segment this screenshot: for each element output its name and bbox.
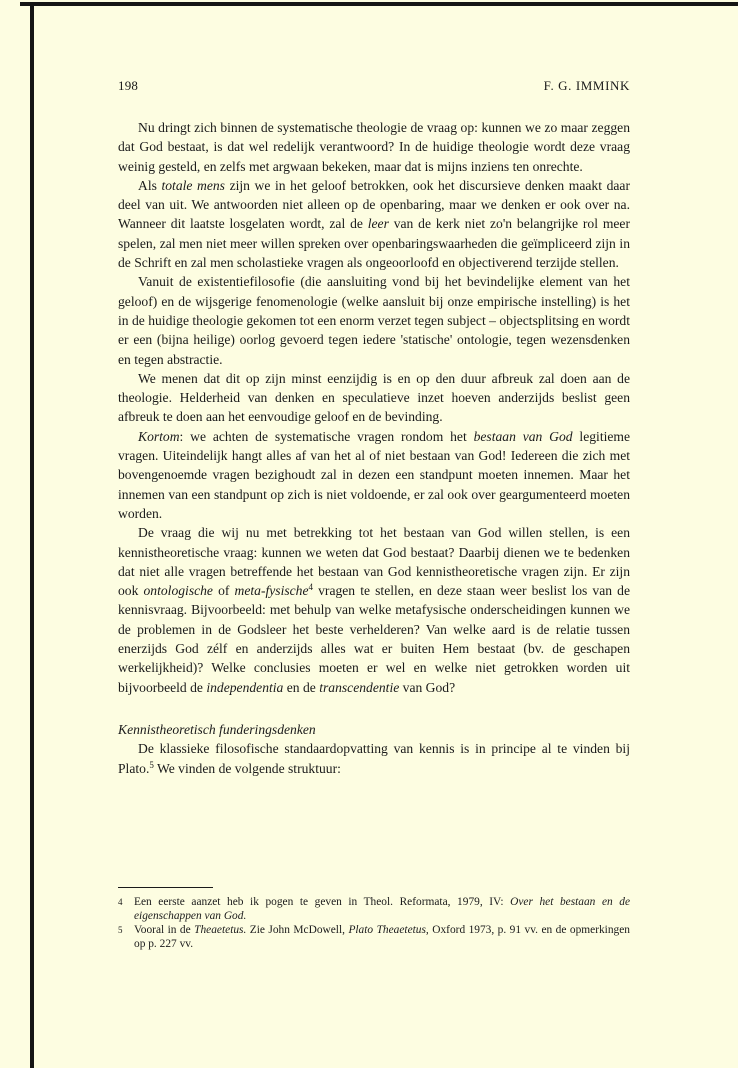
footnote-5 (118, 923, 630, 951)
emphasis-totale-mens: totale mens (161, 177, 225, 193)
paragraph-3: Vanuit de existentiefilosofie (die aansluiting vond bij het bevindelijke element van het geloof) en de wijsgerige fenomenologie (welke aansluit bij onze empirische instelling) is het in de huidige theologie gekomen tot een enorm verzet tegen subject – objectsplitsing en wordt er een (bijna heilige) oorlog gevoerd tegen iedere 'statische' ontologie, tegen wezensdenken en tegen abstractie. (118, 274, 630, 367)
paragraph-5: Kortom: we achten de systematische vragen rondom het bestaan van God legitieme vragen. Uiteindelijk hangt alles af van het al of niet bestaan van God! Iedereen die zich met bovengenoemde vragen bezighoudt zal in dezen een standpunt moeten innemen. Maar het innemen van een standpunt op zich is niet voldoende, er zal ook over geargumenteerd moeten worden. (118, 428, 631, 521)
paragraph-1: Nu dringt zich binnen de systematische theologie de vraag op: kunnen we zo maar zeggen dat God bestaat, is dat wel redelijk verantwoord? In de huidige theologie wordt deze vraag weinig gesteld, en zelfs met argwaan bekeken, maar dat is mijns inziens ten onrechte. (118, 120, 630, 174)
paragraph-6: De vraag die wij nu met betrekking tot het bestaan van God willen stellen, is een kennistheoretische vraag: kunnen we weten dat God bestaat? Daarbij dienen we te bedenken dat niet alle vragen betreffende het bestaan van God kennistheoretische vragen zijn. Er zijn ook ontologische of meta-fysische$^4$ vragen te stellen, en deze staan weer beslist los van de kennisvraag. Bijvoorbeeld: met behulp van welke metafysische onderscheidingen kunnen we de problemen in de Godsleer het beste verhelderen? Van welke aard is de relatie tussen enerzijds God zélf en anderzijds alles wat er buiten Hem bestaat (bv. de geschapen werkelijkheid)? Welke conclusies moeten er wel en welke niet getrokken worden uit bijvoorbeeld de independentia en de transcendentie van God? (118, 525, 630, 695)
emphasis-leer: leer (367, 216, 389, 232)
body-text (118, 118, 630, 778)
page-number: 198 (118, 78, 139, 93)
emphasis-meta-fysische: meta-fysische (234, 583, 309, 599)
footnotes (118, 895, 630, 951)
emphasis-kortom: Kortom (138, 428, 180, 444)
footnote-number: 5 (118, 925, 123, 935)
scan-edge-left (30, 2, 34, 1068)
emphasis-independentia: independentia (206, 679, 284, 695)
page-header (118, 78, 630, 98)
paragraph-4: We menen dat dit op zijn minst eenzijdig is en op den duur afbreuk zal doen aan de theologie. Helderheid van denken en speculatieve inzet hoeven anderzijds beslist geen afbreuk te doen aan het eenvoudige geloof en de bevinding. (118, 370, 630, 425)
footnote-ref-4[interactable]: 4 (308, 582, 314, 593)
section-heading: Kennistheoretisch funderingsdenken (118, 721, 316, 737)
running-head-author: F. G. IMMINK (543, 78, 630, 93)
footnote-number: 4 (118, 897, 123, 907)
emphasis-transcendentie: transcendentie (319, 679, 400, 695)
paragraph-7: De klassieke filosofische standaardopvatting van kennis is in principe al te vinden bij Plato.$^5$ We vinden de volgende struktuur: (118, 741, 630, 776)
paragraph-2: Als totale mens zijn we in het geloof betrokken, ook het discursieve denken maakt daar deel van uit. We antwoorden niet alleen op de openbaring, maar we denken er ook over na. Wanneer dit laatste losgelaten wordt, zal de leer van de kerk niet zo'n belangrijke rol meer spelen, zal men niet meer willen spreken over openbaringswaarheden die geïmpliceerd zijn in de Schrift en zal men scholastieke vragen als ongeoorloofd en objectiverend terzijde stellen. (118, 177, 630, 271)
footnote-divider (118, 887, 213, 888)
footnote-ref-5[interactable]: 5 (149, 759, 154, 770)
scan-edge-top (20, 2, 738, 6)
footnote-text: Een eerste aanzet heb ik pogen te geven in Theol. Reformata, 1979, IV: Over het bestaan en de eigenschappen van God. (134, 896, 630, 922)
emphasis-bestaan-van-god: bestaan van God (473, 428, 573, 444)
emphasis-ontologische: ontologische (143, 583, 213, 599)
footnote-4 (118, 895, 630, 923)
footnote-text: Vooral in de Theaetetus. Zie John McDowell, Plato Theaetetus, Oxford 1973, p. 91 vv. en de opmerkingen op p. 227 vv. (134, 924, 630, 950)
